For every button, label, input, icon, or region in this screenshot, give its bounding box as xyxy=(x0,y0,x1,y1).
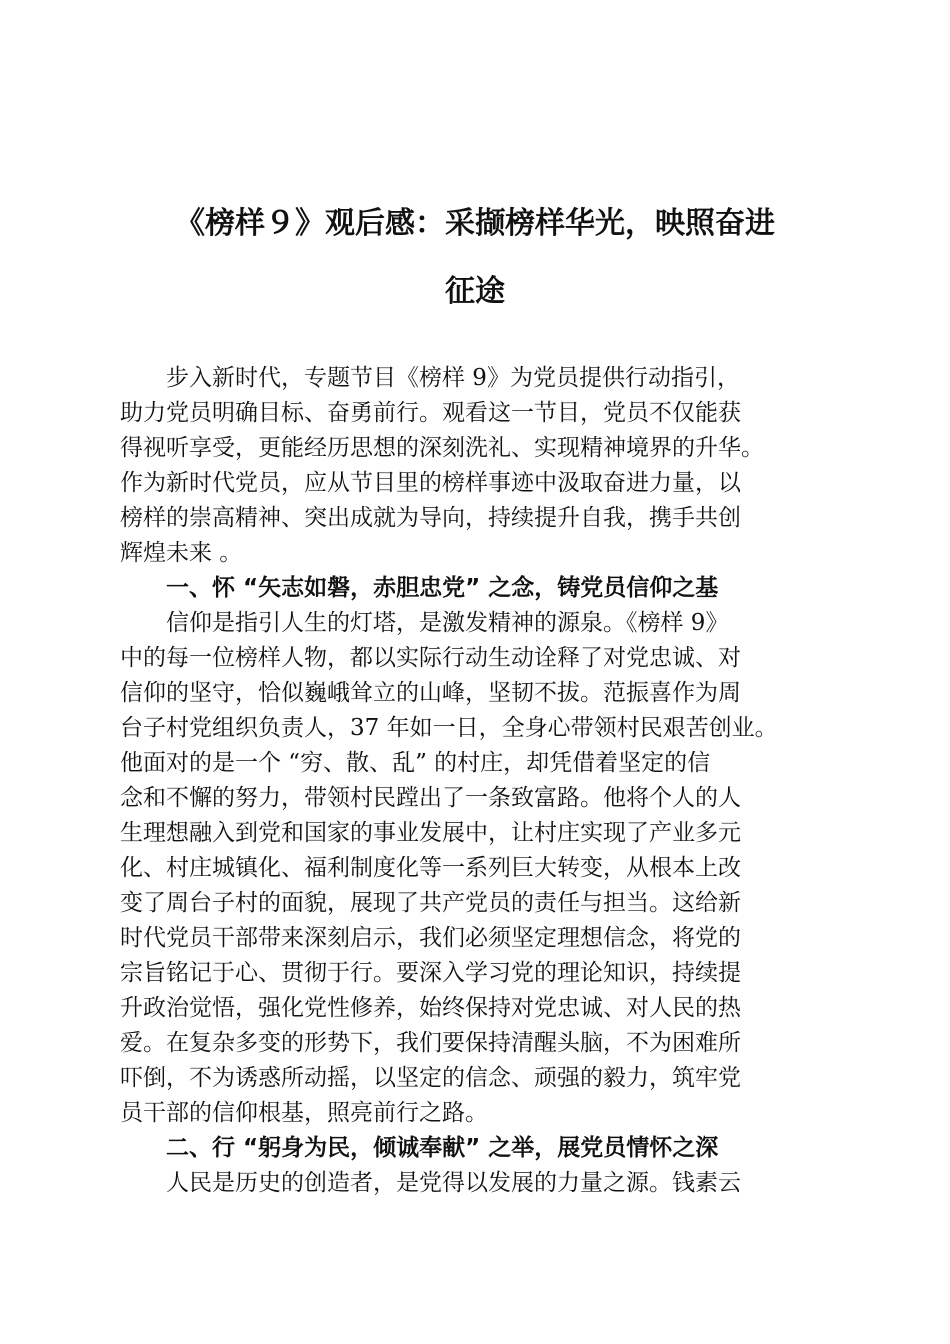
paragraph-1-line: 得视听享受，更能经历思想的深刻洗礼、实现精神境界的升华。 xyxy=(120,435,764,461)
paragraph-2-line: 念和不懈的努力，带领村民蹚出了一条致富路。他将个人的人 xyxy=(120,785,741,811)
paragraph-2-line: 时代党员干部带来深刻启示，我们必须坚定理想信念，将党的 xyxy=(120,925,741,951)
paragraph-1-line: 辉煌未来 。 xyxy=(120,540,243,566)
paragraph-2-line: 台子村党组织负责人，37 年如一日，全身心带领村民艰苦创业。 xyxy=(120,715,778,741)
paragraph-2-line: 信仰是指引人生的灯塔，是激发精神的源泉。《榜样 9》 xyxy=(166,610,729,636)
paragraph-1-line: 步入新时代，专题节目《榜样 9》为党员提供行动指引， xyxy=(166,365,740,391)
section-heading-2: 二、行 “躬身为民，倾诚奉献” 之举，展党员情怀之深 xyxy=(166,1135,719,1161)
paragraph-1-line: 榜样的崇高精神、突出成就为导向，持续提升自我，携手共创 xyxy=(120,505,741,531)
paragraph-2-line: 宗旨铭记于心、贯彻于行。要深入学习党的理论知识，持续提 xyxy=(120,960,741,986)
paragraph-2-line: 信仰的坚守，恰似巍峨耸立的山峰，坚韧不拔。范振喜作为周 xyxy=(120,680,741,706)
paragraph-2-line: 升政治觉悟，强化党性修养，始终保持对党忠诚、对人民的热 xyxy=(120,995,741,1021)
paragraph-2-line: 生理想融入到党和国家的事业发展中，让村庄实现了产业多元 xyxy=(120,820,741,846)
section-heading-1: 一、怀 “矢志如磐，赤胆忠党” 之念，铸党员信仰之基 xyxy=(166,575,719,601)
paragraph-1-line: 作为新时代党员，应从节目里的榜样事迹中汲取奋进力量，以 xyxy=(120,470,741,496)
paragraph-2-line: 他面对的是一个 “穷、散、乱” 的村庄，却凭借着坚定的信 xyxy=(120,750,711,776)
paragraph-2-line: 吓倒，不为诱惑所动摇，以坚定的信念、顽强的毅力，筑牢党 xyxy=(120,1065,741,1091)
paragraph-2-line: 中的每一位榜样人物，都以实际行动生动诠释了对党忠诚、对 xyxy=(120,645,741,671)
paragraph-2-line: 化、村庄城镇化、福利制度化等一系列巨大转变，从根本上改 xyxy=(120,855,741,881)
document-title-line-1: 《榜样９》观后感：采撷榜样华光，映照奋进 xyxy=(175,206,775,241)
paragraph-3-line: 人民是历史的创造者，是党得以发展的力量之源。钱素云 xyxy=(166,1170,741,1196)
paragraph-2-line: 爱。在复杂多变的形势下，我们要保持清醒头脑，不为困难所 xyxy=(120,1030,741,1056)
paragraph-2-line: 员干部的信仰根基，照亮前行之路。 xyxy=(120,1100,488,1126)
paragraph-1-line: 助力党员明确目标、奋勇前行。观看这一节目，党员不仅能获 xyxy=(120,400,741,426)
document-title-line-2: 征途 xyxy=(445,274,505,309)
paragraph-2-line: 变了周台子村的面貌，展现了共产党员的责任与担当。这给新 xyxy=(120,890,741,916)
